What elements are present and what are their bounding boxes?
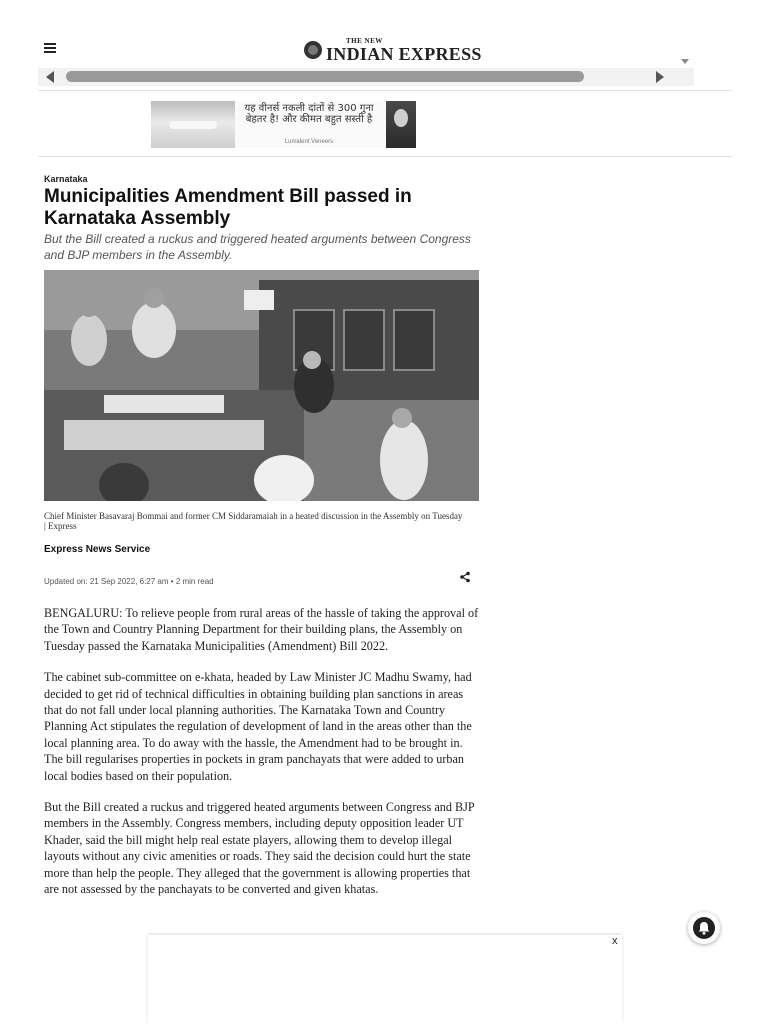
divider xyxy=(38,156,732,157)
top-bar xyxy=(0,0,768,68)
section-label[interactable]: Karnataka xyxy=(44,174,88,184)
ad-image-person xyxy=(386,101,416,148)
meta-separator: • xyxy=(170,577,176,586)
hamburger-menu-icon[interactable] xyxy=(44,43,56,53)
logo-small-text: THE NEW xyxy=(346,36,383,45)
ad-text: यह वीनर्स नकली दांतों से 300 गुना बेहतर है! और कीमत बहुत सस्ती है xyxy=(244,103,374,125)
article-body xyxy=(44,605,480,913)
scrollbar-thumb[interactable] xyxy=(66,71,584,82)
site-logo[interactable] xyxy=(304,38,482,62)
divider xyxy=(38,90,732,91)
horizontal-nav-scroller[interactable] xyxy=(38,68,694,86)
read-time: 2 min read xyxy=(175,577,214,586)
caret-down-icon[interactable] xyxy=(681,59,689,64)
bottom-advertisement[interactable] xyxy=(148,935,622,1024)
article-meta xyxy=(44,577,214,586)
paragraph: The cabinet sub-committee on e-khata, headed by Law Minister JC Madhu Swamy, had decided to get rid of technical difficulties in obtaining building plan sanctions in areas that do not fall under local planning authorities. The Karnataka Town and Country Planning Act stipulates the regulation of development of land in the areas other than the local planning area. To do away with the hassle, the Amendment had to be brought in. The bill regularises properties in pockets in gram panchayats that were added to urban local bodies based on their population. xyxy=(44,670,472,783)
logo-text xyxy=(326,38,482,63)
ad-sponsor: Lumident Veneers xyxy=(284,139,334,145)
paragraph: BENGALURU: To relieve people from rural areas of the hassle of taking the approval of the Town and Country Planning Department for their building plans, the Assembly on Tuesday passed the Karnataka Municipalities (Amendment) Bill 2022. xyxy=(44,606,479,653)
paragraph: But the Bill created a ruckus and triggered heated arguments between Congress and BJP members in the Assembly. Congress members, including deputy opposition leader UT Khader, said the bill might help real estate players, allowing them to develop illegal layouts without any civic amenities or roads. They said the decision could hurt the state more than help the people. They alleged that the government is allowing properties that are not assessed by the panchayats to be converted and given khatas. xyxy=(44,800,475,897)
author-byline[interactable]: Express News Service xyxy=(44,544,151,555)
scroll-left-arrow-icon[interactable] xyxy=(46,71,54,83)
article-subheadline: But the Bill created a ruckus and triggered heated arguments between Congress and BJP members in the Assembly. xyxy=(44,232,471,262)
photo-caption: Chief Minister Basavaraj Bommai and former CM Siddaramaiah in a heated discussion in the Assembly on Tuesday | Express xyxy=(44,511,463,531)
notification-bell-icon xyxy=(693,917,715,939)
logo-emblem xyxy=(304,41,322,59)
scroll-right-arrow-icon[interactable] xyxy=(656,71,664,83)
close-ad-button[interactable]: x xyxy=(612,935,618,947)
ad-image-teeth xyxy=(151,101,235,148)
logo-big-text: INDIAN EXPRESS xyxy=(326,43,482,64)
updated-timestamp: Updated on: 21 Sep 2022, 6:27 am xyxy=(44,577,169,586)
article-photo xyxy=(44,270,479,501)
article-headline: Municipalities Amendment Bill passed in Karnataka Assembly xyxy=(44,186,412,229)
notification-button[interactable] xyxy=(688,912,720,944)
top-advertisement[interactable] xyxy=(151,101,416,148)
share-icon[interactable] xyxy=(459,570,471,582)
